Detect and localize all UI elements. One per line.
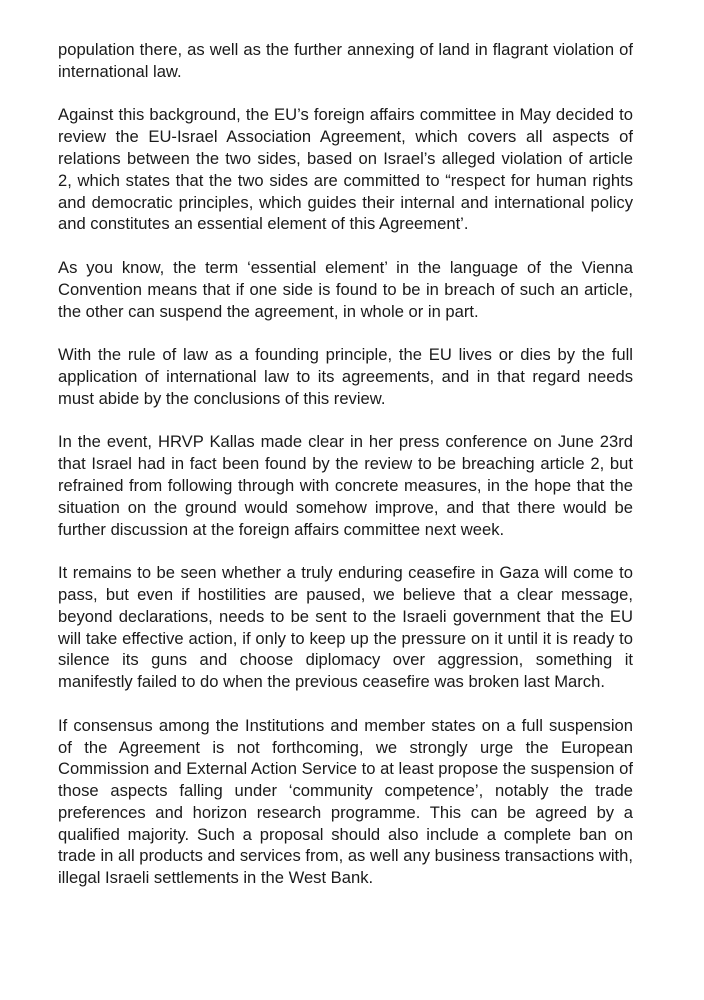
paragraph-annexation: population there, as well as the further annexing of land in flagrant violation of international law. xyxy=(58,40,633,81)
paragraph-vienna-convention: As you know, the term ‘essential element’ in the language of the Vienna Convention means that if one side is found to be in breach of such an article, the other can suspend the agreement, in whole or in part. xyxy=(58,257,633,321)
paragraph-hrvp-kallas: In the event, HRVP Kallas made clear in her press conference on June 23rd that Israel had in fact been found by the review to be breaching article 2, but refrained from following through with concrete measures, in the hope that the situation on the ground would somehow improve, and that there would be further discussion at the foreign affairs committee next week. xyxy=(58,432,633,539)
paragraph-ceasefire: It remains to be seen whether a truly enduring ceasefire in Gaza will come to pass, but even if hostilities are paused, we believe that a clear message, beyond declarations, needs to be sent to the Israeli government that the EU will take effective action, if only to keep up the pressure on it until it is ready to silence its guns and choose diplomacy over aggression, something it manifestly failed to do when the previous ceasefire was broken last March. xyxy=(58,563,633,692)
paragraph-review-agreement: Against this background, the EU’s foreign affairs committee in May decided to review the EU-Israel Association Agreement, which covers all aspects of relations between the two sides, based on Israel’s alleged violation of article 2, which states that the two sides are committed to “respect for human rights and democratic principles, which guides their internal and international policy and constitutes an essential element of this Agreement’. xyxy=(58,105,633,234)
paragraph-suspension-proposal: If consensus among the Institutions and member states on a full suspension of the Agreement is not forthcoming, we strongly urge the European Commission and External Action Service to at least propose the suspension of those aspects falling under ‘community competence’, notably the trade preferences and horizon research programme. This can be agreed by a qualified majority. Such a proposal should also include a complete ban on trade in all products and services from, as well any business transactions with, illegal Israeli settlements in the West Bank. xyxy=(58,715,633,888)
letter-body xyxy=(58,39,633,911)
paragraph-rule-of-law: With the rule of law as a founding principle, the EU lives or dies by the full application of international law to its agreements, and in that regard needs must abide by the conclusions of this review. xyxy=(58,345,633,408)
